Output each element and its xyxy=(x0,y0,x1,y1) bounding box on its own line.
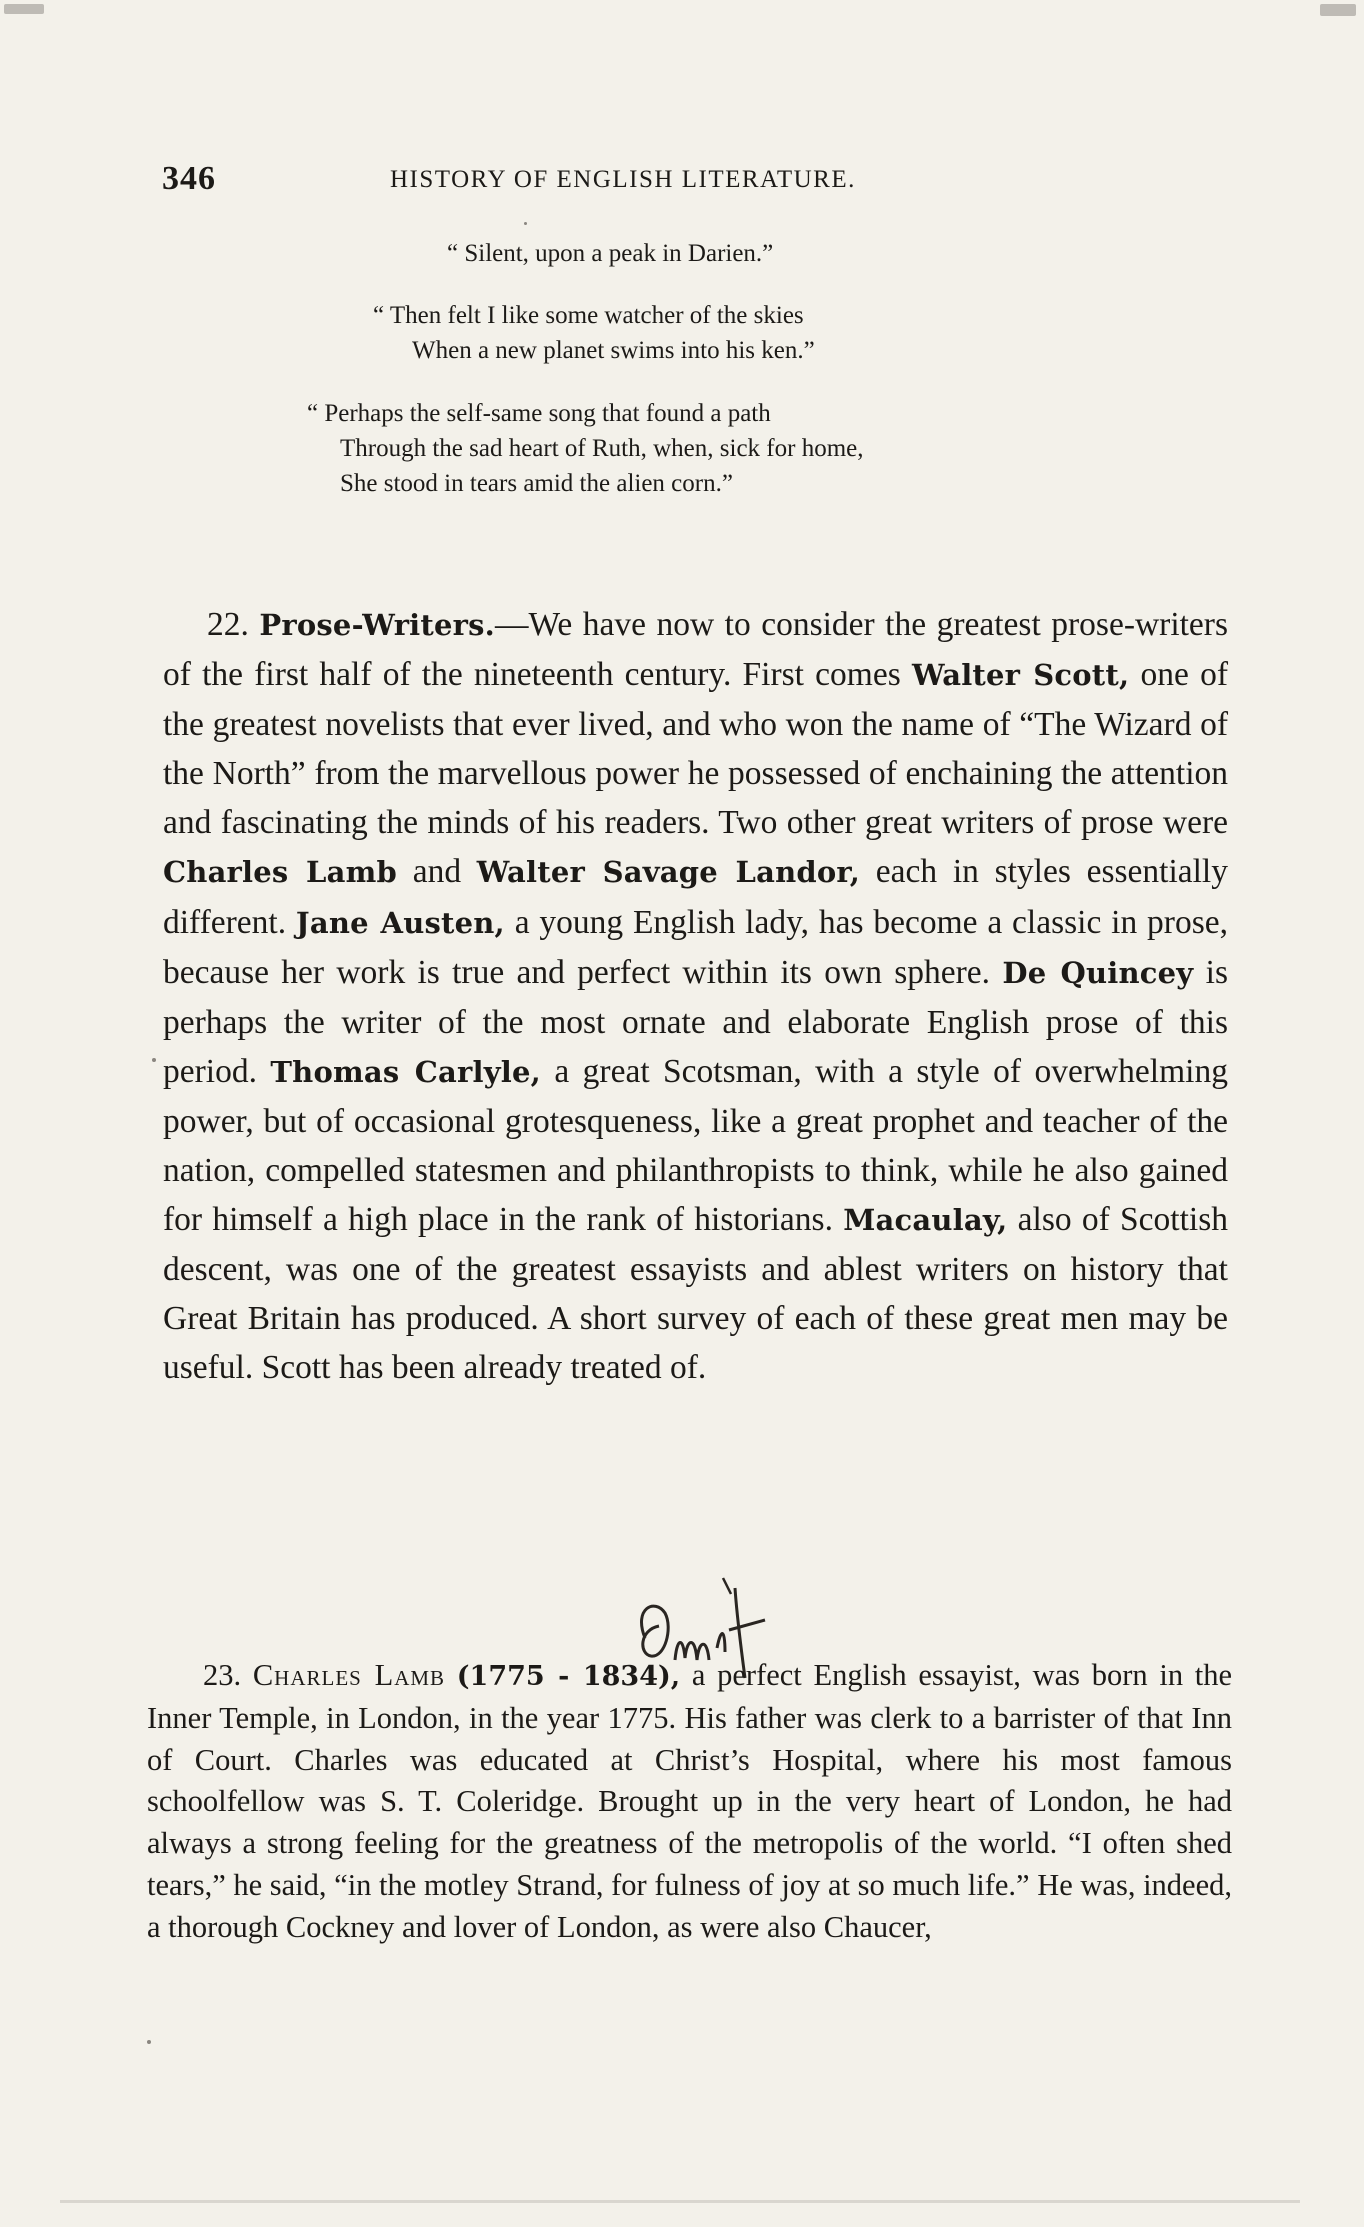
author-name: Walter Scott, xyxy=(911,658,1130,693)
page-number: 346 xyxy=(162,160,216,197)
author-name: Charles Lamb xyxy=(163,855,397,890)
paragraph-text: each in styles essentially different. xyxy=(163,853,1228,941)
quotation-line: She stood in tears amid the alien corn.” xyxy=(340,470,733,497)
section-23 xyxy=(147,1655,1232,1949)
quotation-line: “ Perhaps the self-same song that found a path xyxy=(307,400,771,427)
page-header xyxy=(162,160,1242,200)
paragraph-text: and xyxy=(397,853,477,891)
paragraph-text: also of Scottish descent, was one of the greatest essayists and ablest writers on history that Great Britain has produced. A short survey of each of these great men may be useful. Scott has been already treated of. xyxy=(163,1201,1229,1387)
paragraph-text: is perhaps the writer of the most ornate and elaborate English prose of this period. xyxy=(163,953,1228,1090)
section-22 xyxy=(163,600,1228,1393)
author-name: De Quincey xyxy=(1002,955,1194,990)
quotation-line: “ Then felt I like some watcher of the skies xyxy=(373,302,804,329)
author-name: Walter Savage Landor, xyxy=(476,855,861,890)
author-name: Jane Austen, xyxy=(295,905,505,940)
quotation-line: Through the sad heart of Ruth, when, sick for home, xyxy=(340,435,864,462)
section-23-paragraph xyxy=(147,1655,1232,1949)
author-name: Charles Lamb xyxy=(252,1658,446,1692)
author-name: Macaulay, xyxy=(843,1203,1008,1238)
quotation-line: “ Silent, upon a peak in Darien.” xyxy=(447,240,774,267)
section-number: 23. xyxy=(203,1658,242,1692)
paragraph-text: —We have now to consider the greatest prose-writers of the first half of the nineteenth century. First comes xyxy=(163,606,1228,694)
paragraph-text: a young English lady, has become a classic in prose, because her work is true and perfect within its own sphere. xyxy=(163,903,1228,991)
paragraph-text: a perfect English essayist, was born in the Inner Temple, in London, in the year 1775. His father was clerk to a barrister of that Inn of Court. Charles was educated at Christ’s Hospital, where his most famous schoolfellow was S. T. Coleridge. Brought up in the very heart of London, he had always a strong feeling for the greatness of the metropolis of the world. “I often shed tears,” he said, “in the motley Strand, for fulness of joy at so much life.” He was, indeed, a thorough Cockney and lover of London, as were also Chaucer, xyxy=(147,1658,1233,1944)
running-title: HISTORY OF ENGLISH LITERATURE. xyxy=(390,166,856,193)
paragraph-text: one of the greatest novelists that ever lived, and who won the name of “The Wizard of the North” from the marvellous power he possessed of enchaining the attention and fascinating the minds of his readers. Two other great writers of prose were xyxy=(163,656,1228,842)
section-heading: Prose-Writers. xyxy=(259,608,495,642)
author-name: Thomas Carlyle, xyxy=(270,1054,541,1089)
author-dates: (1775 - 1834), xyxy=(456,1661,681,1692)
paragraph-text: a great Scotsman, with a style of overwhelming power, but of occasional grotesqueness, like a great prophet and teacher of the nation, compelled statesmen and philanthropists to think, while he also gained for himself a high place in the rank of historians. xyxy=(163,1052,1228,1239)
quotation-line: When a new planet swims into his ken.” xyxy=(412,337,815,364)
section-number: 22. xyxy=(207,606,249,643)
section-22-paragraph xyxy=(163,600,1228,1393)
